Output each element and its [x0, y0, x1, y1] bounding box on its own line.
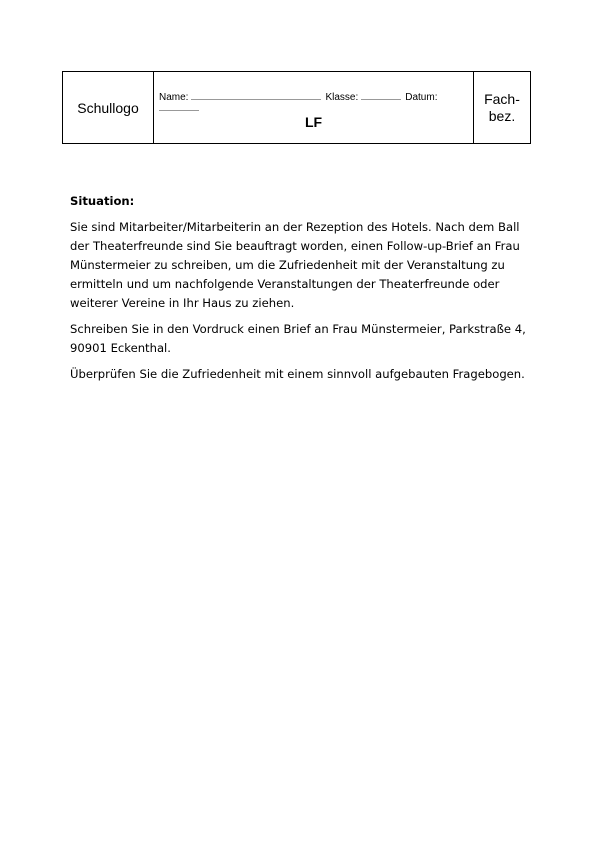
- task-paragraph-survey: Überprüfen Sie die Zufriedenheit mit einem sinnvoll aufgebauten Fragebogen.: [70, 367, 525, 381]
- situation-paragraph: Sie sind Mitarbeiter/Mitarbeiterin an der Rezeption des Hotels. Nach dem Ball der Theaterfreunde sind Sie beauftragt worden, einen Follow-up-Brief an Frau Münstermeier zu schreiben, um die Zufriedenheit mit der Veranstaltung zu ermitteln und um nachfolgende Veranstaltungen der Theaterfreunde oder weiterer Vereine in Ihr Haus zu ziehen.: [70, 220, 520, 310]
- header-table: [62, 71, 531, 144]
- klasse-label: Klasse:: [325, 92, 359, 103]
- school-logo-text: Schullogo: [77, 99, 139, 116]
- task-content: [70, 192, 540, 391]
- task-paragraph-letter: Schreiben Sie in den Vordruck einen Brief an Frau Münstermeier, Parkstraße 4, 90901 Eckenthal.: [70, 322, 526, 355]
- school-logo-cell: [63, 72, 154, 143]
- datum-field[interactable]: [159, 109, 199, 111]
- klasse-field[interactable]: [361, 90, 401, 100]
- student-fields: [159, 90, 437, 103]
- subject-label-line2: bez.: [488, 107, 516, 124]
- student-info-cell: [154, 72, 474, 143]
- situation-heading: Situation:: [70, 194, 135, 208]
- lernfeld-label: LF: [304, 114, 323, 130]
- name-field[interactable]: [191, 90, 321, 100]
- subject-label-line1: Fach-: [484, 90, 520, 107]
- datum-label: Datum:: [405, 92, 438, 103]
- subject-cell: [474, 72, 530, 143]
- name-label: Name:: [159, 92, 189, 103]
